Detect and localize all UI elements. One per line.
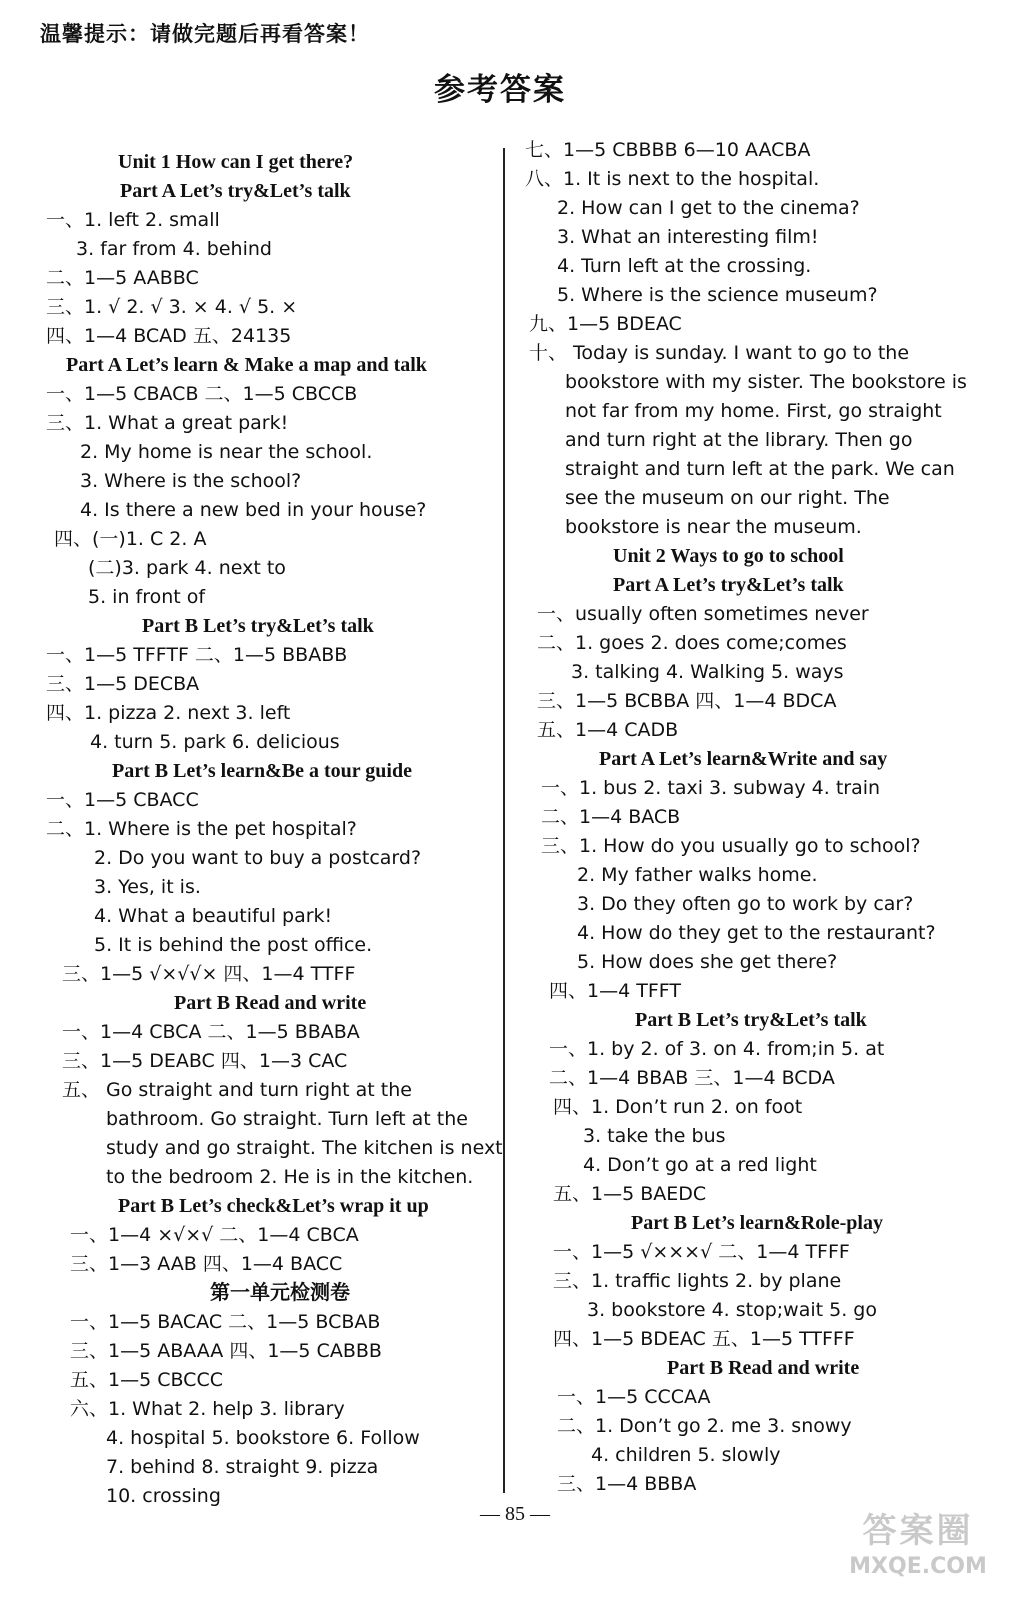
watermark-text: 答案圈 [862,1511,974,1551]
answer-line: 4. What a beautiful park! [94,905,333,927]
answer-line: 四、1. pizza 2. next 3. left [46,702,291,724]
answer-line: 7. behind 8. straight 9. pizza [106,1456,379,1478]
section-heading: Part B Let’s try&Let’s talk [635,1009,867,1031]
answer-line: 2. My father walks home. [577,864,818,886]
answer-line: 九、1—5 BDEAC [529,313,682,335]
answer-line: 四、1—5 BDEAC 五、1—5 TTFFF [553,1328,855,1350]
answer-line: and turn right at the library. Then go [565,429,913,451]
section-heading: Part A Let’s learn & Make a map and talk [66,354,427,376]
answer-line: bookstore is near the museum. [565,516,862,538]
answer-line: 六、1. What 2. help 3. library [70,1398,345,1420]
answer-line: 3. Do they often go to work by car? [577,893,914,915]
section-heading: Part A Let’s try&Let’s talk [120,180,351,202]
section-heading: Part B Let’s check&Let’s wrap it up [118,1195,429,1217]
answer-line: 三、1—5 √×√√× 四、1—4 TTFF [62,963,356,985]
answer-line: 三、1. √ 2. √ 3. × 4. √ 5. × [46,296,298,318]
answer-line: 二、1. Don’t go 2. me 3. snowy [557,1415,852,1437]
answer-line: 2. Do you want to buy a postcard? [94,847,422,869]
answer-line: 一、1—5 TFFTF 二、1—5 BBABB [46,644,348,666]
answer-line: 4. Don’t go at a red light [583,1154,817,1176]
answer-line: 5. in front of [88,586,206,608]
answer-line: 2. How can I get to the cinema? [557,197,860,219]
answer-line: not far from my home. First, go straight [565,400,942,422]
page-title: 参考答案 [434,72,566,108]
answer-line: 四、1—4 BCAD 五、24135 [46,325,292,347]
answer-line: 4. hospital 5. bookstore 6. Follow [106,1427,420,1449]
answer-line: 3. Where is the school? [80,470,302,492]
answer-line: 五、1—4 CADB [537,719,679,741]
answer-line: 八、1. It is next to the hospital. [525,168,820,190]
answer-line: 七、1—5 CBBBB 6—10 AACBA [525,139,811,161]
answer-line: bathroom. Go straight. Turn left at the [106,1108,468,1130]
answer-line: 4. Is there a new bed in your house? [80,499,427,521]
answer-line: 一、1. by 2. of 3. on 4. from;in 5. at [549,1038,885,1060]
answer-line: 三、1—5 ABAAA 四、1—5 CABBB [70,1340,382,1362]
answer-line: 10. crossing [106,1485,221,1507]
answer-line: 二、1. Where is the pet hospital? [46,818,357,840]
answer-line: 五、1—5 BAEDC [553,1183,707,1205]
answer-line: 一、1—5 BACAC 二、1—5 BCBAB [70,1311,381,1333]
answer-line: 二、1. goes 2. does come;comes [537,632,847,654]
section-heading: Part B Read and write [174,992,367,1014]
answer-line: 一、1—5 CBACB 二、1—5 CBCCB [46,383,358,405]
answer-line: 三、1—5 DECBA [46,673,200,695]
answer-line: 3. far from 4. behind [76,238,272,260]
answer-line: straight and turn left at the park. We can [565,458,955,480]
answer-column-right [525,136,975,1499]
answer-line: 一、1—5 √×××√ 二、1—4 TFFF [553,1241,850,1263]
answer-line: 五、1—5 CBCCC [70,1369,223,1391]
section-heading: Part B Let’s learn&Be a tour guide [112,760,412,782]
answer-line: 四、(一)1. C 2. A [54,528,207,550]
answer-line: study and go straight. The kitchen is next [106,1137,503,1159]
answer-line: 三、1—5 DEABC 四、1—3 CAC [62,1050,348,1072]
section-heading: Unit 1 How can I get there? [118,151,354,173]
answer-line: 三、1—4 BBBA [557,1473,697,1495]
answer-line: 三、1. traffic lights 2. by plane [553,1270,842,1292]
watermark-logo [828,1508,1008,1588]
answer-line: 二、1—5 AABBC [46,267,199,289]
answer-line: 3. take the bus [583,1125,726,1147]
section-heading: Part A Let’s try&Let’s talk [613,574,844,596]
answer-line: 四、1. Don’t run 2. on foot [553,1096,803,1118]
answer-line: 3. Yes, it is. [94,876,201,898]
answer-line: 三、1. What a great park! [46,412,289,434]
page-number: — 85 — [480,1503,550,1525]
answer-line: bookstore with my sister. The bookstore is [565,371,967,393]
section-heading: Part A Let’s learn&Write and say [599,748,888,770]
answer-line: see the museum on our right. The [565,487,890,509]
answer-line: 4. Turn left at the crossing. [557,255,812,277]
answer-line: 五、 Go straight and turn right at the [62,1079,412,1101]
answer-line: 三、1—3 AAB 四、1—4 BACC [70,1253,343,1275]
answer-line: 二、1—4 BACB [541,806,681,828]
answer-line: 三、1—5 BCBBA 四、1—4 BDCA [537,690,837,712]
column-divider [503,148,505,1493]
section-heading: 第一单元检测卷 [210,1282,350,1304]
answer-line: (二)3. park 4. next to [88,557,286,579]
reminder-banner: 温馨提示：请做完题后再看答案！ [40,21,370,46]
answer-line: 4. children 5. slowly [591,1444,781,1466]
answer-line: 一、1. bus 2. taxi 3. subway 4. train [541,777,881,799]
answer-line: 5. It is behind the post office. [94,934,373,956]
watermark-url: MXQE.COM [849,1554,987,1579]
answer-line: to the bedroom 2. He is in the kitchen. [106,1166,474,1188]
answer-column-left [46,148,503,1511]
answer-line: 四、1—4 TFFT [549,980,681,1002]
answer-line: 2. My home is near the school. [80,441,373,463]
answer-line: 三、1. How do you usually go to school? [541,835,921,857]
answer-line: 3. talking 4. Walking 5. ways [571,661,844,683]
answer-line: 一、1—5 CCCAA [557,1386,711,1408]
answer-line: 一、1—5 CBACC [46,789,199,811]
answer-line: 十、 Today is sunday. I want to go to the [529,342,910,364]
section-heading: Part B Let’s learn&Role-play [631,1212,883,1234]
answer-line: 5. Where is the science museum? [557,284,878,306]
section-heading: Part B Read and write [667,1357,860,1379]
answer-line: 一、1—4 CBCA 二、1—5 BBABA [62,1021,360,1043]
answer-line: 5. How does she get there? [577,951,838,973]
answer-line: 二、1—4 BBAB 三、1—4 BCDA [549,1067,835,1089]
answer-line: 一、1—4 ×√×√ 二、1—4 CBCA [70,1224,359,1246]
answer-line: 一、usually often sometimes never [537,603,869,625]
answer-line: 一、1. left 2. small [46,209,220,231]
answer-line: 4. How do they get to the restaurant? [577,922,936,944]
section-heading: Unit 2 Ways to go to school [613,545,844,567]
section-heading: Part B Let’s try&Let’s talk [142,615,374,637]
answer-line: 4. turn 5. park 6. delicious [90,731,340,753]
answer-line: 3. bookstore 4. stop;wait 5. go [587,1299,877,1321]
answer-line: 3. What an interesting film! [557,226,819,248]
